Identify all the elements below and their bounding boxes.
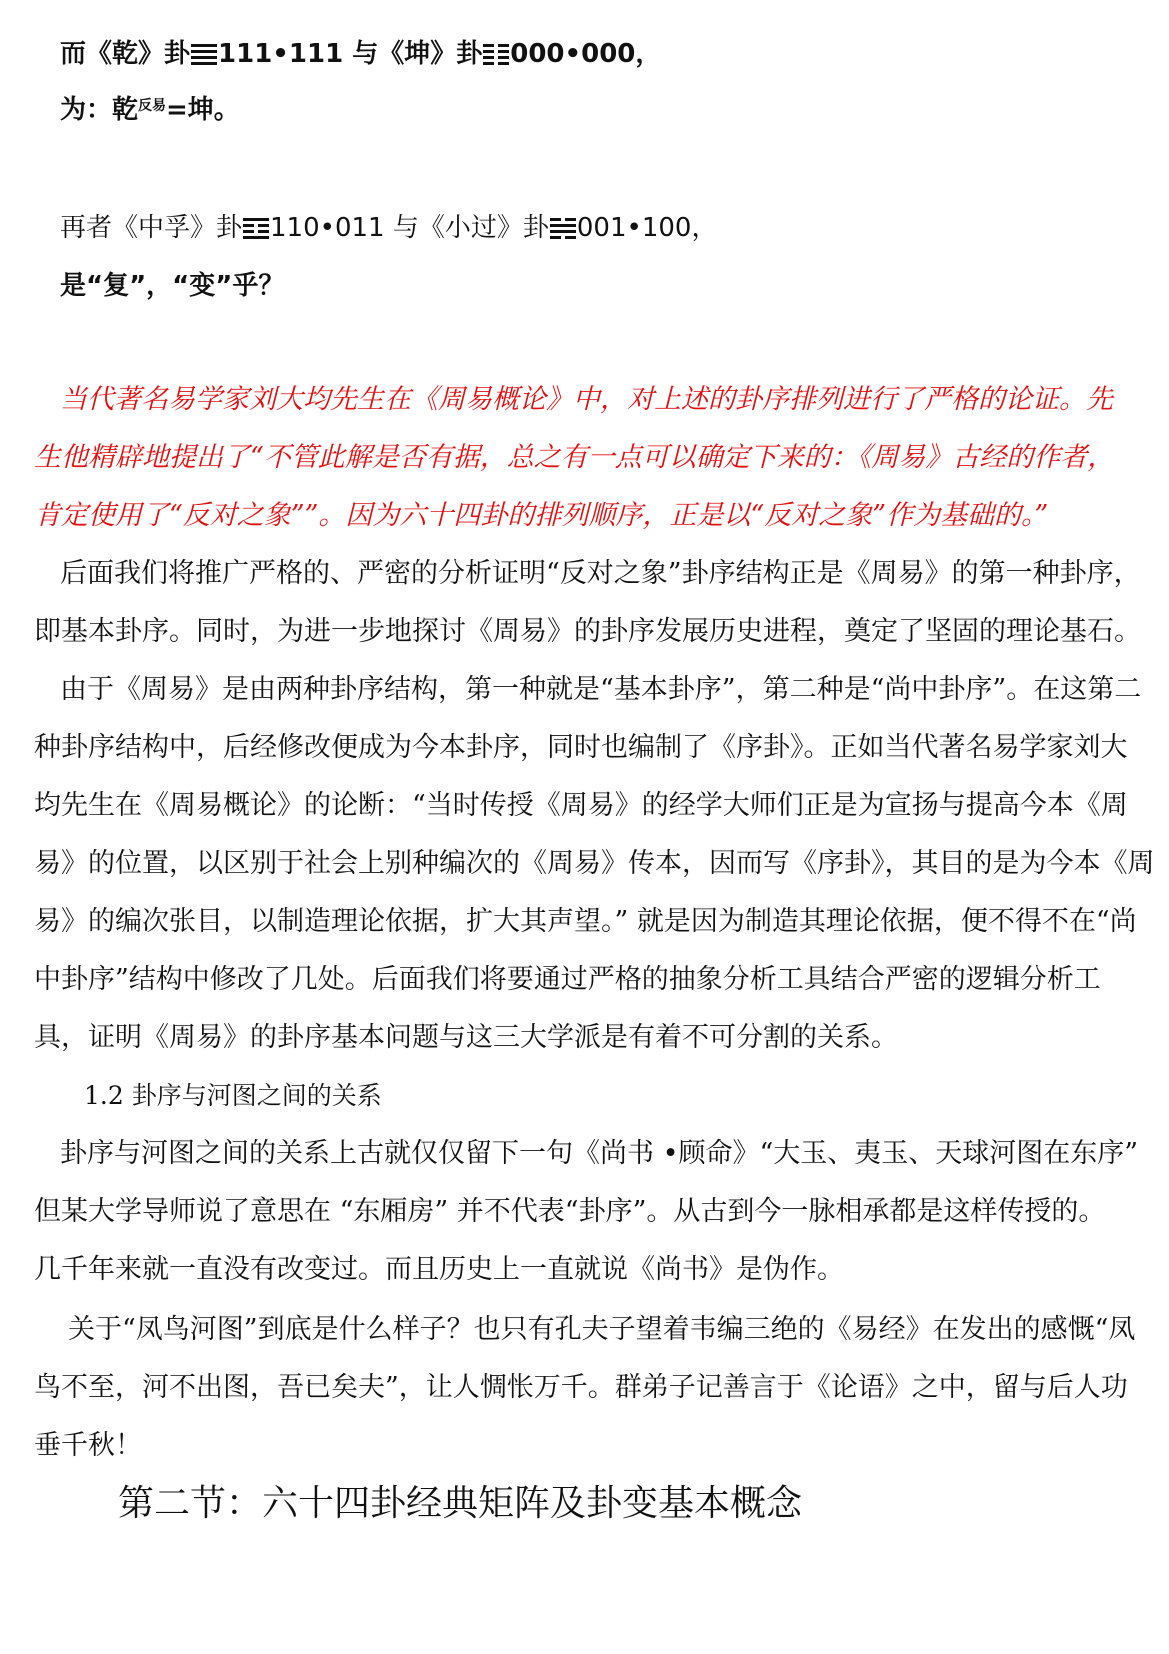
paragraph-line: 均先生在《周易概论》的论断：“当时传授《周易》的经学大师们正是为宣扬与提高今本《周 (34, 790, 1128, 821)
paragraph-line: 中卦序”结构中修改了几处。后面我们将要通过严格的抽象分析工具结合严密的逻辑分析工 (34, 964, 1101, 995)
red-quote-line-2: 生他精辟地提出了“不管此解是否有据，总之有一点可以确定下来的：《周易》古经的作者， (34, 442, 1115, 473)
paragraph-line: 关于“凤鸟河图”到底是什么样子？也只有孔夫子望着韦编三绝的《易经》在发出的感慨“凤 (68, 1314, 1136, 1345)
xiaoguo-trigram-icon (550, 217, 576, 241)
paragraph-line: 由于《周易》是由两种卦序结构，第一种就是“基本卦序”，第二种是“尚中卦序”。在这第二 (60, 674, 1142, 705)
paragraph-line: 卦序与河图之间的关系上古就仅仅留下一句《尚书 •顾命》“大玉、夷玉、天球河图在东序” (60, 1138, 1139, 1169)
paragraph-line: 易》的位置，以区别于社会上别种编次的《周易》传本，因而写《序卦》，其目的是为今本《周 (34, 848, 1155, 879)
paragraph-line: 即基本卦序。同时，为进一步地探讨《周易》的卦序发展历史进程，奠定了坚固的理论基石。 (34, 616, 1141, 647)
text-line-qian-kun: 而《乾》卦 111•111 与《坤》卦 000•000， (60, 39, 662, 69)
text-line-zhongfu-xiaoguo: 再者《中孚》卦 110•011 与《小过》卦 001•100， (60, 213, 718, 243)
section-heading: 第二节：六十四卦经典矩阵及卦变基本概念 (118, 1483, 803, 1524)
paragraph-line: 具，证明《周易》的卦序基本问题与这三大学派是有着不可分割的关系。 (34, 1022, 898, 1053)
kun-trigram-icon (483, 43, 509, 67)
paragraph-line: 易》的编次张目，以制造理论依据，扩大其声望。” 就是因为制造其理论依据，便不得不在“尚 (34, 906, 1137, 937)
zhongfu-trigram-icon (243, 217, 269, 241)
paragraph-line: 垂千秋！ (34, 1430, 142, 1461)
superscript-fanyi: 反易 (138, 98, 167, 114)
red-quote-line-1: 当代著名易学家刘大均先生在《周易概论》中，对上述的卦序排列进行了严格的论证。先 (60, 384, 1113, 415)
paragraph-line: 鸟不至，河不出图，吾已矣夫”，让人惆怅万千。群弟子记善言于《论语》之中，留与后人功 (34, 1372, 1128, 1403)
text-line-qian-equals-kun: 为：乾$^{反易}$=坤。 (60, 95, 240, 125)
red-quote-line-3: 肯定使用了“反对之象””。因为六十四卦的排列顺序，正是以“反对之象”作为基础的。” (34, 500, 1049, 531)
qian-trigram-icon (191, 43, 217, 67)
paragraph-line: 种卦序结构中，后经修改便成为今本卦序，同时也编制了《序卦》。正如当代著名易学家刘大 (34, 732, 1128, 763)
paragraph-line: 但某大学导师说了意思在 “东厢房” 并不代表“卦序”。从古到今一脉相承都是这样传授的。 (34, 1196, 1106, 1227)
paragraph-line: 后面我们将推广严格的、严密的分析证明“反对之象”卦序结构正是《周易》的第一种卦序， (60, 558, 1141, 589)
subheading-1-2: 1.2 卦序与河图之间的关系 (84, 1081, 382, 1110)
paragraph-line: 几千年来就一直没有改变过。而且历史上一直就说《尚书》是伪作。 (34, 1254, 844, 1285)
text-line-question: 是“复”，“变”乎？ (60, 271, 285, 301)
